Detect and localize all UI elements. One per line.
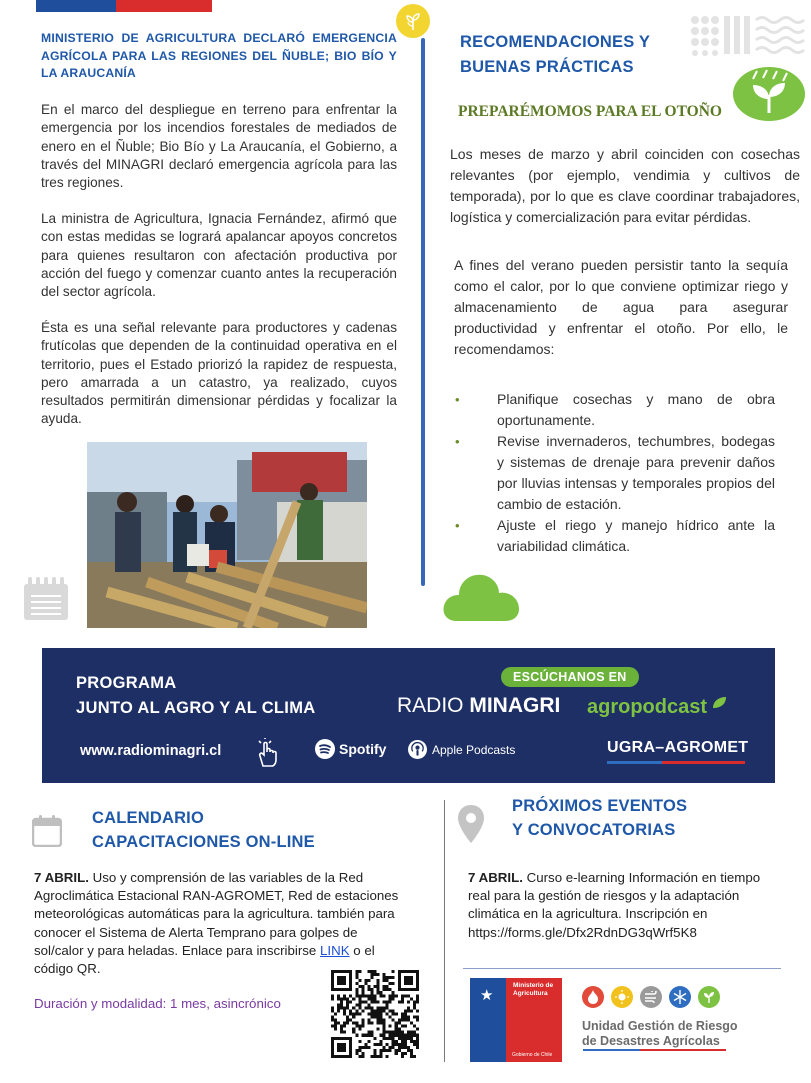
ministry-logo: ★ Ministerio de Agricultura Gobierno de Chile: [470, 978, 562, 1062]
calendar-icon: [32, 815, 62, 847]
recommendations-list: [455, 389, 775, 557]
registration-link[interactable]: LINK: [320, 942, 350, 958]
events-rule: [463, 968, 781, 969]
news-paragraph-1: En el marco del despliegue en terreno para enfrentar la emergencia por los incendios forestales de mediados de enero en el Ñuble; Bio Bío y La Araucanía, el Gobierno, a través del MINAGRI declaró emergencia agrícola para las tres regiones.: [41, 102, 397, 191]
recommendations-title: RECOMENDACIONES Y BUENAS PRÁCTICAS: [460, 33, 651, 76]
listen-badge: ESCÚCHANOS EN: [501, 667, 639, 687]
frost-icon: [669, 986, 691, 1008]
ugra-agromet-label: UGRA–AGROMET: [607, 739, 749, 756]
document-icon: [22, 576, 70, 622]
wind-icon: [640, 986, 662, 1008]
list-item: • Revise invernaderos, techumbres, bodegas y sistemas de drenaje para prevenir daños por lluvias intensas y temporales propios del cambio de estación.: [455, 433, 775, 512]
news-photo: [87, 442, 367, 628]
drought-icon: [698, 986, 720, 1008]
sun-icon: [611, 986, 633, 1008]
top-flag-strip: [36, 0, 212, 12]
news-paragraph-3: Ésta es una señal relevante para productores y cadenas frutícolas que dependen de la continuidad operativa en el territorio, pues el Estado priorizó la rapidez de respuesta, pero amarrada a un catastro, ya realizado, cuyos resultados permitirán dimensionar pérdidas y focalizar la ayuda.: [41, 320, 397, 427]
spotify-link[interactable]: Spotify: [315, 739, 386, 759]
apple-podcasts-icon: [408, 740, 427, 759]
location-pin-icon: [456, 804, 486, 844]
risk-unit-underline: [583, 1049, 726, 1051]
radio-minagri-logo: RADIO MINAGRI: [397, 694, 561, 717]
plant-rain-icon: [733, 67, 805, 121]
list-item: • Ajuste el riego y manejo hídrico ante la variabilidad climática.: [455, 517, 775, 554]
events-title: PRÓXIMOS EVENTOS Y CONVOCATORIAS: [512, 797, 688, 839]
recommendations-paragraph-2: A fines del verano pueden persistir tanto la sequía como el calor, por lo que conviene optimizar riego y almacenamiento de agua para asegurar productividad y enfrentar el otoño. Por ello, le recomendamos:: [454, 257, 788, 357]
news-title: MINISTERIO DE AGRICULTURA DECLARÓ EMERGENCIA AGRÍCOLA PARA LAS REGIONES DEL ÑUBLE; BIO BÍO Y LA ARAUCANÍA: [41, 31, 397, 80]
leaf-icon: [396, 4, 430, 38]
risk-unit-name: Unidad Gestión de Riesgo de Desastres Agrícolas: [582, 1019, 738, 1048]
news-paragraph-2: La ministra de Agricultura, Ignacia Fernández, afirmó que con estas medidas se logrará apalancar apoyos concretos para quienes resultaron con afectación productiva por acción del fuego y comenzar cuanto antes la recuperación del sector agrícola.: [41, 211, 397, 300]
apple-podcasts-link[interactable]: Apple Podcasts: [408, 740, 515, 759]
radio-website-link[interactable]: www.radiominagri.cl: [80, 743, 222, 759]
recommendations-paragraph-1: Los meses de marzo y abril coinciden con cosechas relevantes (por ejemplo, vendimia y cultivos de temporada), por lo que es clave coordinar trabajadores, logística y comercialización para evitar pérdidas.: [450, 146, 800, 225]
chile-star-icon: ★: [480, 987, 494, 1004]
calendar-description: 7 ABRIL. Uso y comprensión de las variables de la Red Agroclimática Estacional RAN-AGROMET, Red de estaciones meteorológicas automáticas para la agricultura. también para conocer el Sistema de Alerta Temprano para golpes de sol/calor y para heladas. Enlace para inscribirse LINK o el código QR.: [34, 870, 399, 977]
hazard-icons: [582, 986, 720, 1008]
weather-pattern-icon: [690, 14, 808, 56]
spotify-icon: [315, 739, 335, 759]
ugra-underline: [607, 761, 745, 764]
radio-banner: [42, 648, 775, 783]
agropodcast-logo: agropodcast: [587, 696, 727, 719]
pointer-hand-icon: [254, 738, 280, 768]
events-description: 7 ABRIL. Curso e-learning Información en tiempo real para la gestión de riesgos y la adaptación climática en la agricultura. Inscripción en https://forms.gle/Dfx2RdnDG3qWrf5K8: [468, 870, 761, 940]
cloud-icon: [441, 565, 521, 623]
duration-modality: Duración y modalidad: 1 mes, asincrónico: [34, 996, 281, 1011]
qr-code[interactable]: [331, 970, 419, 1058]
autumn-subtitle: PREPARÉMOMOS PARA EL OTOÑO: [458, 103, 722, 120]
column-divider: [421, 38, 425, 586]
list-item: • Planifique cosechas y mano de obra oportunamente.: [455, 391, 775, 428]
calendar-title: CALENDARIO CAPACITACIONES ON-LINE: [92, 809, 315, 851]
program-title: PROGRAMA JUNTO AL AGRO Y AL CLIMA: [76, 674, 316, 717]
fire-icon: [582, 986, 604, 1008]
section-divider: [444, 800, 445, 1062]
